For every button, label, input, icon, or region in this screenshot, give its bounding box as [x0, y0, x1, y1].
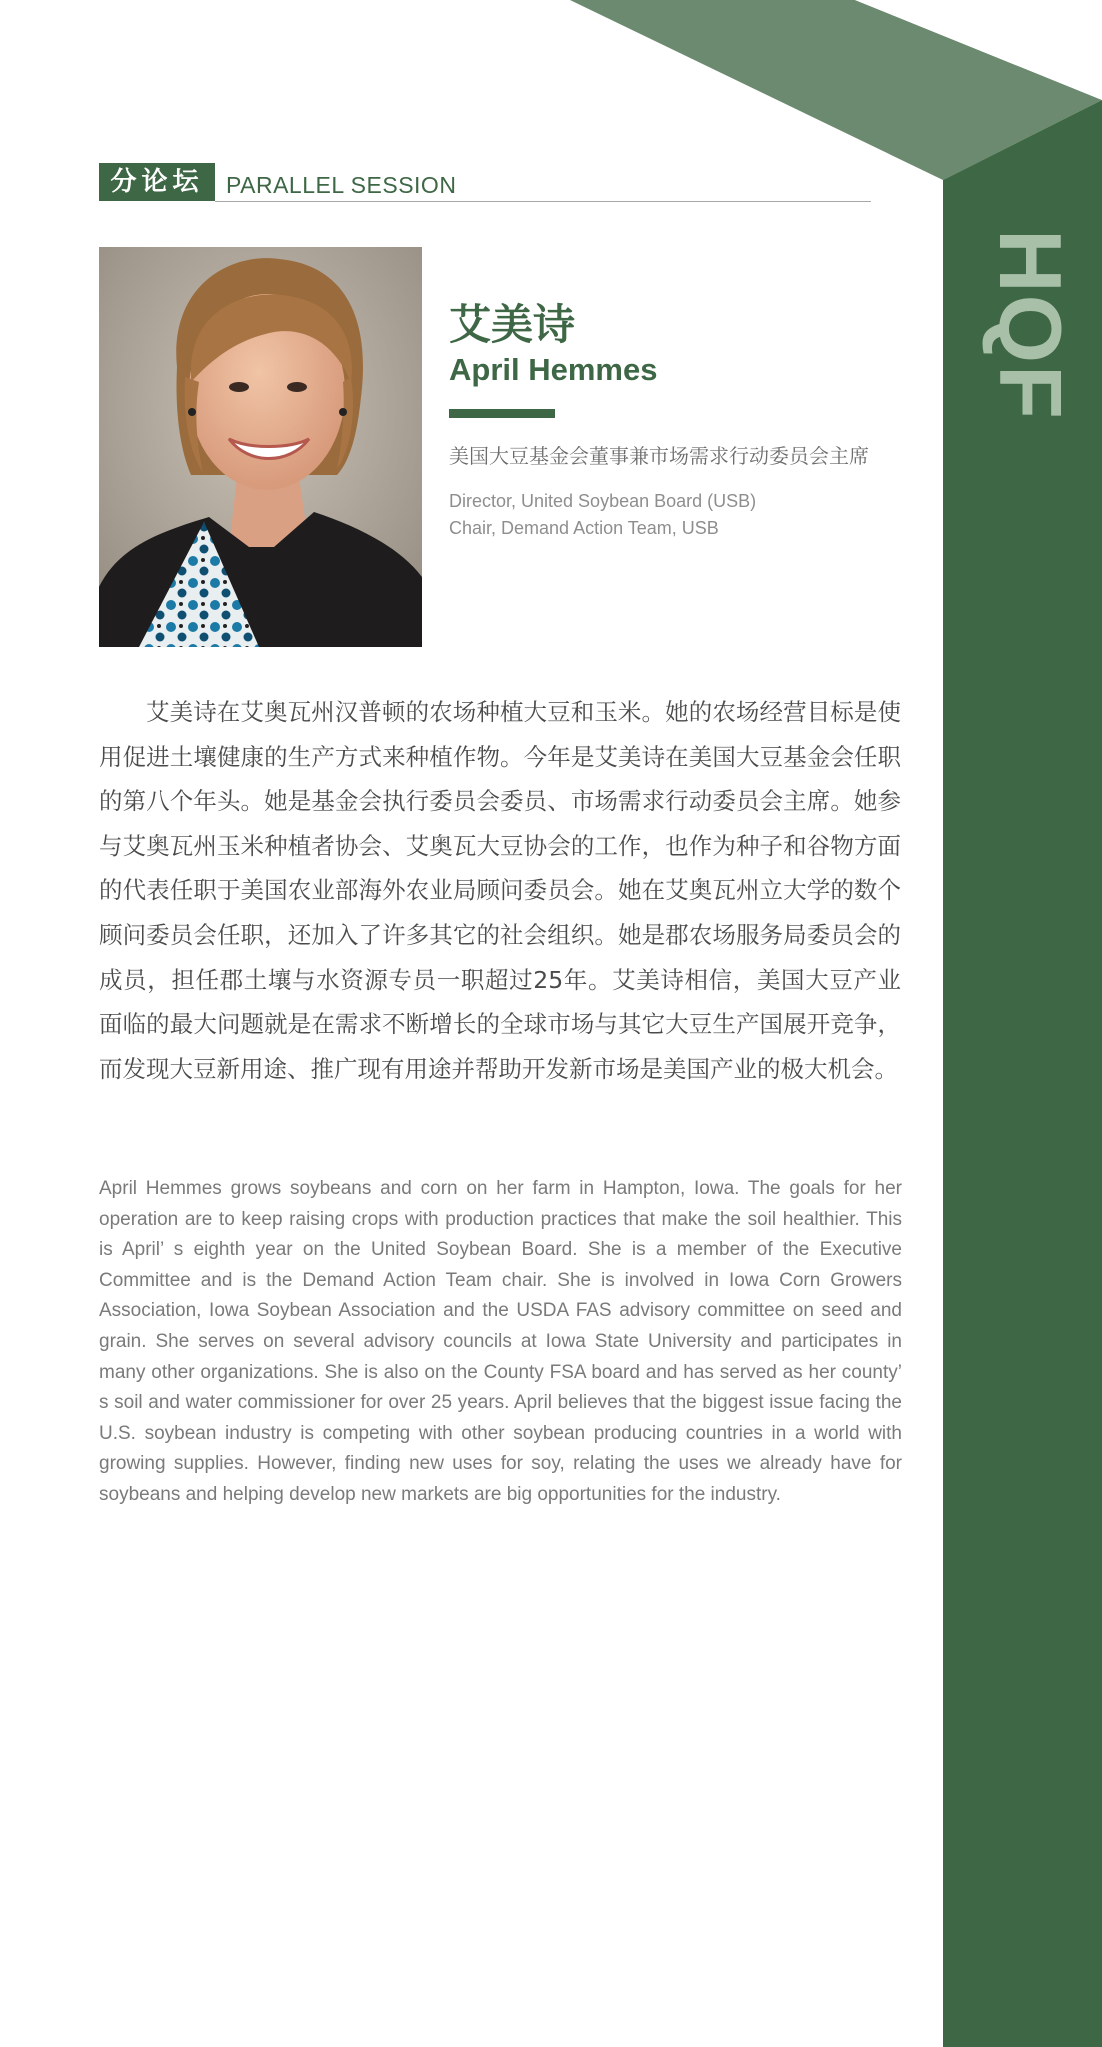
speaker-title-en [449, 488, 756, 542]
hqf-logo-text: HQF [981, 229, 1080, 421]
name-underline [449, 409, 555, 418]
section-badge: 分论坛 [99, 163, 215, 201]
header-divider [215, 201, 871, 202]
speaker-title-cn: 美国大豆基金会董事兼市场需求行动委员会主席 [449, 444, 869, 468]
section-label: PARALLEL SESSION [226, 172, 457, 198]
speaker-name-en: April Hemmes [449, 352, 658, 387]
speaker-title-en-line2: Chair, Demand Action Team, USB [449, 518, 719, 538]
speaker-portrait [99, 247, 422, 647]
corner-ribbon-decoration [0, 0, 1102, 260]
biography-cn: 艾美诗在艾奥瓦州汉普顿的农场种植大豆和玉米。她的农场经营目标是使用促进土壤健康的生产方式来种植作物。今年是艾美诗在美国大豆基金会任职的第八个年头。她是基金会执行委员会委员、市场需求行动委员会主席。她参与艾奥瓦州玉米种植者协会、艾奥瓦大豆协会的工作，也作为种子和谷物方面的代表任职于美国农业部海外农业局顾问委员会。她在艾奥瓦州立大学的数个顾问委员会任职，还加入了许多其它的社会组织。她是郡农场服务局委员会的成员，担任郡土壤与水资源专员一职超过25年。艾美诗相信，美国大豆产业面临的最大问题就是在需求不断增长的全球市场与其它大豆生产国展开竞争，而发现大豆新用途、推广现有用途并帮助开发新市场是美国产业的极大机会。 [99, 698, 901, 1083]
biography-en: April Hemmes grows soybeans and corn on her farm in Hampton, Iowa. The goals for her operation are to keep raising crops with production practices that make the soil healthier. This is April’ s eighth year on the United Soybean Board. She is a member of the Executive Committee and is the Demand Action Team chair. She is involved in Iowa Corn Growers Association, Iowa Soybean Association and the USDA FAS advisory committee on seed and grain. She serves on several advisory councils at Iowa State University and participates in many other organizations. She is also on the County FSA board and has served as her county’ s soil and water commissioner for over 25 years. April believes that the biggest issue facing the U.S. soybean industry is competing with other soybean producing countries in a world with growing supplies. However, finding new uses for soy, relating the uses we already have for soybeans and helping develop new markets are big opportunities for the industry. [99, 1178, 902, 1505]
section-header [99, 163, 871, 203]
speaker-name-cn: 艾美诗 [449, 300, 576, 349]
side-band [943, 180, 1102, 2047]
speaker-title-en-line1: Director, United Soybean Board (USB) [449, 491, 757, 511]
hqf-logo [981, 220, 1080, 430]
